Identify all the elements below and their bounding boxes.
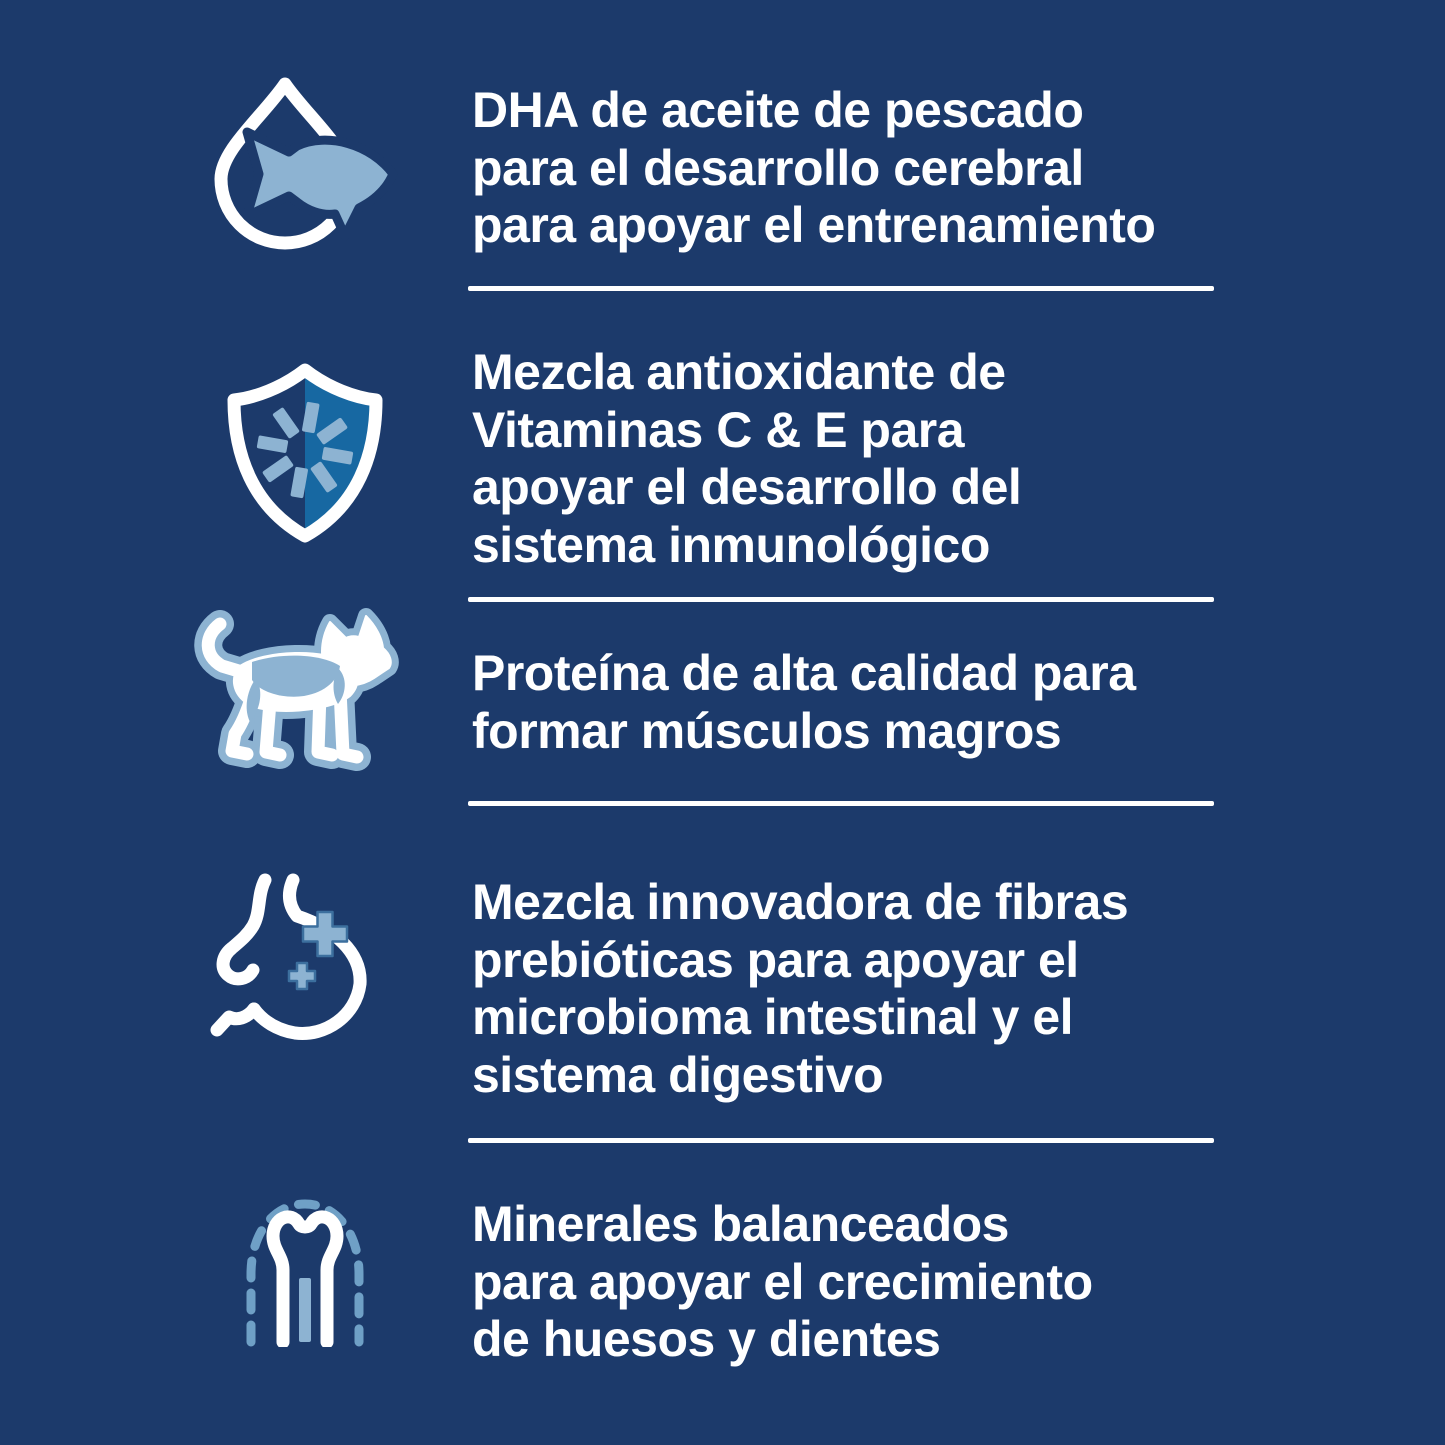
benefit-line: para el desarrollo cerebral xyxy=(472,139,1084,196)
shield-immunity-icon xyxy=(220,358,390,548)
benefit-line: para apoyar el crecimiento xyxy=(472,1253,1093,1310)
benefit-line: Proteína de alta calidad para xyxy=(472,645,1136,701)
benefit-text-protein xyxy=(472,645,1232,760)
benefit-line: sistema digestivo xyxy=(472,1046,884,1103)
benefit-text-fiber xyxy=(472,874,1232,1104)
benefit-line: prebióticas para apoyar el xyxy=(472,931,1079,988)
bone-growth-icon xyxy=(235,1182,375,1347)
benefit-text-minerals xyxy=(472,1196,1232,1369)
benefit-line: DHA de aceite de pescado xyxy=(472,82,1084,138)
droplet-fish-icon xyxy=(195,76,455,256)
benefit-line: Mezcla innovadora de fibras xyxy=(472,874,1129,930)
benefit-line: Vitaminas C & E para xyxy=(472,401,965,458)
benefit-line: para apoyar el entrenamiento xyxy=(472,197,1156,253)
benefit-text-antioxidant xyxy=(472,344,1232,574)
benefit-line: sistema inmunológico xyxy=(472,516,990,573)
benefit-text-dha xyxy=(472,82,1232,255)
divider xyxy=(468,801,1214,806)
divider xyxy=(468,1138,1214,1143)
benefit-line: formar músculos magros xyxy=(472,702,1062,759)
benefit-line: Mezcla antioxidante de xyxy=(472,344,1006,400)
benefit-line: de huesos y dientes xyxy=(472,1311,941,1367)
benefit-line: apoyar el desarrollo del xyxy=(472,459,1022,515)
divider xyxy=(468,286,1214,291)
benefit-line: microbioma intestinal y el xyxy=(472,989,1074,1045)
benefit-line: Minerales balanceados xyxy=(472,1196,1009,1252)
stomach-health-icon xyxy=(205,872,410,1047)
dog-muscle-icon xyxy=(190,602,405,792)
divider xyxy=(468,597,1214,602)
